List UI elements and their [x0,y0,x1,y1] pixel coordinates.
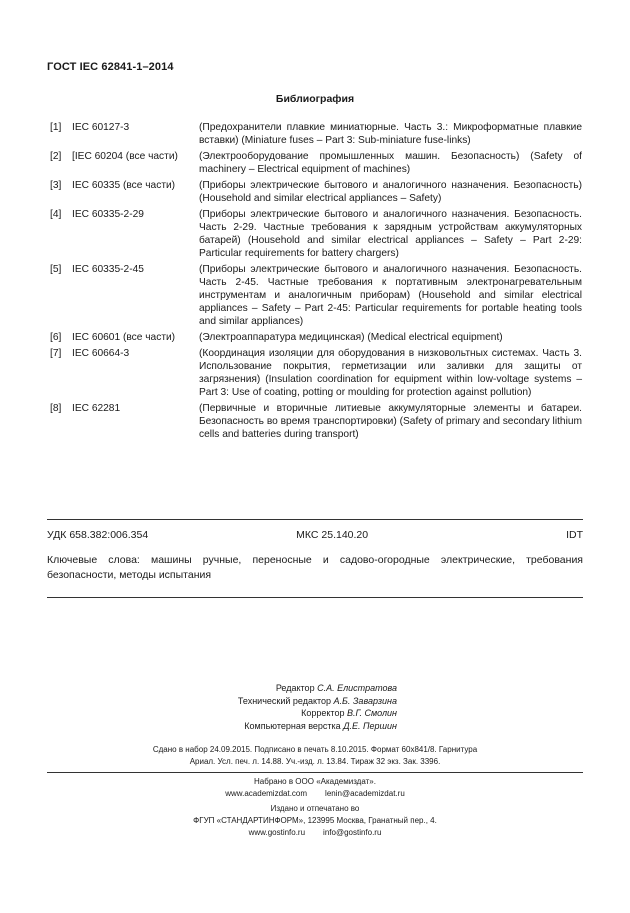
typeset-line: Набрано в ООО «Академиздат». [254,777,376,786]
entry-standard: IEC 60335 (все части) [72,180,176,191]
publisher-info [0,803,630,839]
credit-role: Редактор [275,683,315,693]
entry-number: [1] [50,122,62,133]
print-imprint [0,744,630,768]
credit-tech-editor [0,695,397,708]
entry-number: [2] [50,151,62,162]
bibliography-entry [50,208,582,260]
bibliography-title: Библиография [275,93,355,105]
credit-editor [0,682,397,695]
typeset-website[interactable]: www.academizdat.com [225,789,308,798]
bibliography-entry [50,121,582,147]
entry-description: (Координация изоляции для оборудования в низковольтных системах. Часть 3. Использование покрытия, герметизации или заливки для защиты от загрязнения) (Insulation coordination for equipment within low-voltage systems – Part 3: Use of coating, potting or moulding for protection against pollution) [199,348,582,398]
typeset-contacts [0,788,630,800]
bibliography-entry [50,150,582,176]
keywords: Ключевые слова: машины ручные, переносные и садово-огородные электрические, требования безопасности, методы испытания [47,554,583,581]
divider [47,519,583,520]
mks-code: МКС 25.140.20 [296,529,369,541]
entry-number: [5] [50,264,62,275]
entry-number: [7] [50,348,62,359]
credit-person: С.А. Елистратова [317,683,397,693]
entry-description: (Приборы электрические бытового и аналогичного назначения. Безопасность. Часть 2-29. Частные требования к зарядным устройствам аккумуляторных батарей) (Household and similar electrical appliances – Safety – Part 2-29: Particular requirements for battery chargers) [199,209,582,259]
imprint-line: Сдано в набор 24.09.2015. Подписано в печать 8.10.2015. Формат 60x841/8. Гарнитура [152,745,478,754]
credit-person: А.Б. Заварзина [333,695,397,706]
entry-description: (Приборы электрические бытового и аналогичного назначения. Безопасность. Часть 2-45. Частные требования к портативным электронагревательным инструментам и аналогичным приборам) (Household and similar electrical appliances – Safety – Part 2-45: Particular requirements for portable heating tools and similar appliances) [199,264,582,327]
credit-role: Технический редактор [237,695,332,706]
typesetter-info [0,776,630,800]
entry-description: (Электроаппаратура медицинская) (Medical electrical equipment) [199,332,503,343]
entry-standard: IEC 60127-3 [72,122,130,133]
publisher-line: Издано и отпечатано во [270,804,360,813]
credit-proofreader [0,707,397,720]
credit-layout [0,720,397,733]
entry-description: (Предохранители плавкие миниатюрные. Часть 3.: Микроформатные плавкие вставки) (Miniature fuses – Part 3: Sub-miniature fuse-links) [199,122,582,146]
page-header: ГОСТ IEC 62841-1–2014 [47,61,174,73]
divider [47,772,583,773]
entry-number: [3] [50,180,62,191]
entry-standard: [IEC 60204 (все части) [72,151,178,162]
entry-number: [8] [50,403,62,414]
typeset-email[interactable]: lenin@academizdat.ru [325,789,405,798]
publisher-contacts [0,827,630,839]
entry-description: (Приборы электрические бытового и аналогичного назначения. Безопасность) (Household and similar electrical appliances – Safety) [199,180,582,204]
idt-code: IDT [566,529,583,541]
udk-code: УДК 658.382:006.354 [47,529,149,541]
bibliography-entry [50,179,582,205]
publisher-website[interactable]: www.gostinfo.ru [248,828,306,837]
entry-standard: IEC 60335-2-45 [72,264,144,275]
entry-number: [6] [50,332,62,343]
bibliography-entry [50,402,582,441]
entry-description: (Первичные и вторичные литиевые аккумуляторные элементы и батареи. Безопасность во время транспортировки) (Safety of primary and secondary lithium cells and batteries during transport) [199,403,582,440]
bibliography-entry [50,263,582,328]
entry-number: [4] [50,209,62,220]
credit-role: Компьютерная верстка [244,720,341,731]
bibliography-entry [50,331,582,344]
entry-description: (Электрооборудование промышленных машин. Безопасность) (Safety of machinery – Electrical equipment of machines) [199,151,582,175]
entry-standard: IEC 60601 (все части) [72,332,176,343]
entry-standard: IEC 62281 [72,403,121,414]
entry-standard: IEC 60664-3 [72,348,130,359]
credits [0,682,630,732]
imprint-line: Ариал. Усл. печ. л. 14.88. Уч.-изд. л. 13.84. Тираж 32 экз. Зак. 3396. [189,757,441,766]
entry-standard: IEC 60335-2-29 [72,209,144,220]
bibliography-entry [50,347,582,399]
credit-role: Корректор [301,708,345,718]
divider [47,597,583,598]
bibliography-list [50,121,582,444]
classification-codes [47,529,583,541]
publisher-line: ФГУП «СТАНДАРТИНФОРМ», 123995 Москва, Гранатный пер., 4. [193,816,437,825]
credit-person: Д.Е. Першин [343,720,397,731]
credit-person: В.Г. Смолин [346,708,397,718]
publisher-email[interactable]: info@gostinfo.ru [323,828,382,837]
